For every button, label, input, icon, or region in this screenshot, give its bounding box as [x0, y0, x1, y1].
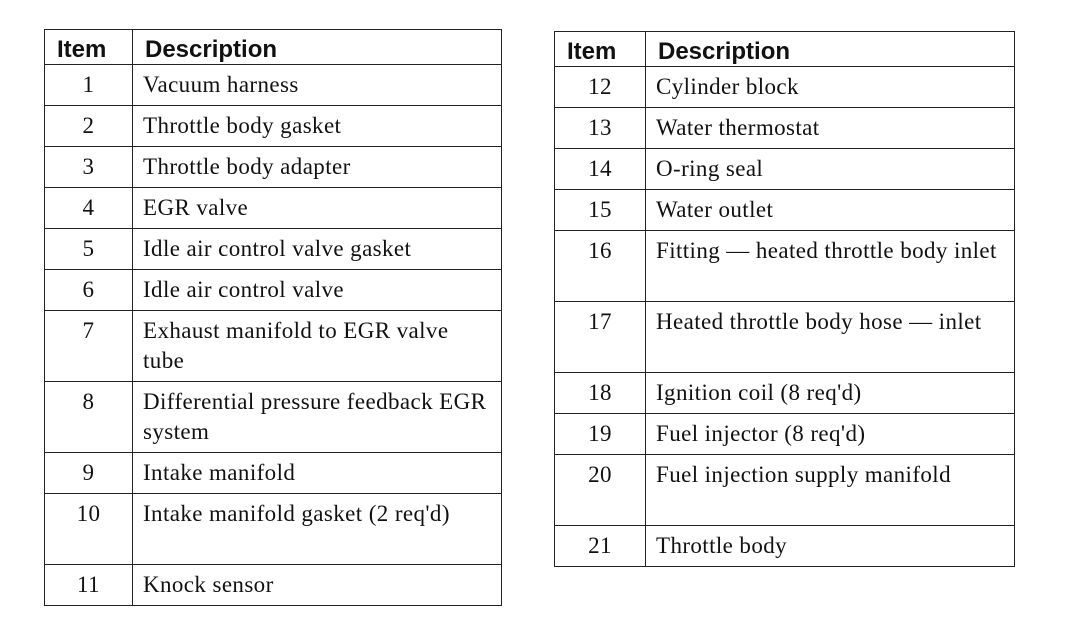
item-number: 1 — [45, 65, 133, 106]
column-header-description: Description — [646, 32, 1015, 67]
column-header-description: Description — [133, 30, 502, 65]
table-row — [45, 188, 502, 229]
table-row — [555, 67, 1015, 108]
item-number: 10 — [45, 494, 133, 565]
column-header-item: Item — [45, 30, 133, 65]
table-row — [45, 65, 502, 106]
item-number: 14 — [555, 149, 646, 190]
table-row — [555, 455, 1015, 526]
item-description: Differential pressure feedback EGR system — [133, 382, 502, 453]
item-number: 2 — [45, 106, 133, 147]
item-description: Cylinder block — [646, 67, 1015, 108]
item-number: 6 — [45, 270, 133, 311]
item-description: Water outlet — [646, 190, 1015, 231]
item-number: 7 — [45, 311, 133, 382]
table-row — [45, 311, 502, 382]
item-description: Intake manifold — [133, 453, 502, 494]
table-row — [45, 453, 502, 494]
item-description: EGR valve — [133, 188, 502, 229]
item-number: 18 — [555, 373, 646, 414]
item-number: 15 — [555, 190, 646, 231]
table-row — [45, 229, 502, 270]
item-description: Fitting — heated throttle body inlet — [646, 231, 1015, 302]
parts-table-left — [44, 29, 502, 606]
item-number: 21 — [555, 526, 646, 567]
item-number: 17 — [555, 302, 646, 373]
column-header-item: Item — [555, 32, 646, 67]
item-description: Knock sensor — [133, 565, 502, 606]
item-description: Water thermostat — [646, 108, 1015, 149]
table-row — [45, 147, 502, 188]
item-description: O-ring seal — [646, 149, 1015, 190]
table-row — [555, 414, 1015, 455]
table-row — [45, 106, 502, 147]
item-description: Heated throttle body hose — inlet — [646, 302, 1015, 373]
item-description: Vacuum harness — [133, 65, 502, 106]
item-number: 4 — [45, 188, 133, 229]
item-description: Throttle body adapter — [133, 147, 502, 188]
item-description: Ignition coil (8 req'd) — [646, 373, 1015, 414]
table-row — [555, 373, 1015, 414]
item-number: 12 — [555, 67, 646, 108]
item-description: Idle air control valve — [133, 270, 502, 311]
item-description: Idle air control valve gasket — [133, 229, 502, 270]
item-description: Fuel injection supply manifold — [646, 455, 1015, 526]
table-row — [555, 108, 1015, 149]
item-description: Throttle body — [646, 526, 1015, 567]
item-description: Fuel injector (8 req'd) — [646, 414, 1015, 455]
table-header-row — [555, 32, 1015, 67]
table-row — [555, 526, 1015, 567]
item-number: 5 — [45, 229, 133, 270]
item-number: 9 — [45, 453, 133, 494]
table-row — [555, 302, 1015, 373]
item-number: 8 — [45, 382, 133, 453]
table-header-row — [45, 30, 502, 65]
parts-table-right — [554, 31, 1015, 567]
item-description: Intake manifold gasket (2 req'd) — [133, 494, 502, 565]
item-number: 19 — [555, 414, 646, 455]
item-number: 13 — [555, 108, 646, 149]
table-row — [45, 382, 502, 453]
item-number: 3 — [45, 147, 133, 188]
table-row — [45, 270, 502, 311]
item-number: 20 — [555, 455, 646, 526]
item-number: 16 — [555, 231, 646, 302]
table-row — [555, 231, 1015, 302]
item-description: Exhaust manifold to EGR valve tube — [133, 311, 502, 382]
table-row — [45, 494, 502, 565]
table-row — [45, 565, 502, 606]
item-number: 11 — [45, 565, 133, 606]
item-description: Throttle body gasket — [133, 106, 502, 147]
table-row — [555, 149, 1015, 190]
table-row — [555, 190, 1015, 231]
